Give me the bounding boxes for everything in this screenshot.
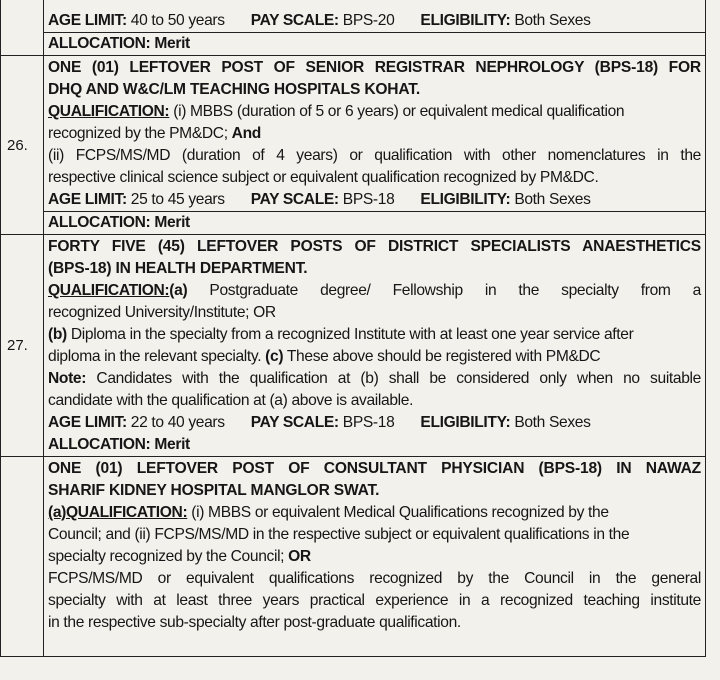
post-details-cell xyxy=(44,457,706,657)
qualification-line xyxy=(48,324,701,346)
terms-line xyxy=(48,189,701,211)
post-details-cell xyxy=(44,235,706,457)
age-limit-label: AGE LIMIT: xyxy=(48,191,127,208)
age-limit-value: 22 to 40 years xyxy=(130,414,225,431)
conjunction-text: And xyxy=(231,125,261,142)
serial-cell xyxy=(1,0,44,56)
qualification-text: These above should be registered with PM&DC xyxy=(283,348,601,365)
allocation-value: Merit xyxy=(154,436,190,453)
qualification-line: FCPS/MS/MD or equivalent qualifications recognized by the Council in the general xyxy=(48,570,701,587)
allocation-line xyxy=(48,33,701,55)
allocation-line xyxy=(48,212,701,234)
pay-scale-value: BPS-20 xyxy=(342,12,395,29)
serial-number: 27. xyxy=(7,337,28,354)
allocation-value: Merit xyxy=(154,35,190,52)
eligibility-value: Both Sexes xyxy=(514,12,591,29)
qualification-label: QUALIFICATION: xyxy=(48,103,170,120)
table-row xyxy=(1,0,706,56)
pay-scale-label: PAY SCALE: xyxy=(250,12,339,29)
qualification-line xyxy=(48,346,701,368)
post-title: FORTY FIVE (45) LEFTOVER POSTS OF DISTRICT SPECIALISTS ANAESTHETICS xyxy=(48,238,701,255)
qualification-line: (ii) FCPS/MS/MD (duration of 4 years) or qualification with other nomenclatures in the xyxy=(48,147,701,164)
qualification-label: QUALIFICATION: xyxy=(48,282,170,299)
eligibility-label: ELIGIBILITY: xyxy=(420,191,511,208)
serial-cell xyxy=(1,457,44,657)
qualification-line xyxy=(48,123,701,145)
post-title-cont: (BPS-18) IN HEALTH DEPARTMENT. xyxy=(48,260,308,277)
serial-cell xyxy=(1,235,44,457)
post-title-cont: SHARIF KIDNEY HOSPITAL MANGLOR SWAT. xyxy=(48,482,380,499)
age-limit-value: 25 to 45 years xyxy=(130,191,225,208)
table-row xyxy=(1,457,706,657)
allocation-label: ALLOCATION: xyxy=(48,35,151,52)
qualification-label: (a)QUALIFICATION: xyxy=(48,504,188,521)
post-details-cell xyxy=(44,0,706,56)
qualification-line xyxy=(48,502,701,524)
cropped-line xyxy=(48,0,701,10)
qualification-line: recognized University/Institute; OR xyxy=(48,304,276,321)
allocation-label: ALLOCATION: xyxy=(48,436,151,453)
qualification-text: Diploma in the specialty from a recognized Institute with at least one year service after xyxy=(66,326,634,343)
terms-line xyxy=(48,412,701,434)
pay-scale-value: BPS-18 xyxy=(342,191,395,208)
option-label: (c) xyxy=(265,348,284,365)
qualification-text: (i) MBBS (duration of 5 or 6 years) or equivalent medical qualification xyxy=(169,103,625,120)
qualification-line: in the respective sub-specialty after post-graduate qualification. xyxy=(48,614,461,631)
post-title: ONE (01) LEFTOVER POST OF CONSULTANT PHYSICIAN (BPS-18) IN NAWAZ xyxy=(48,460,701,477)
qualification-text: (i) MBBS or equivalent Medical Qualifications recognized by the xyxy=(187,504,609,521)
qualification-line: Council; and (ii) FCPS/MS/MD in the respective subject or equivalent qualifications in the xyxy=(48,526,630,543)
note-line: candidate with the qualification at (a) above is available. xyxy=(48,392,414,409)
qualification-text: specialty recognized by the Council; xyxy=(48,548,289,565)
post-details-cell xyxy=(44,56,706,235)
terms-line xyxy=(48,10,701,32)
age-limit-label: AGE LIMIT: xyxy=(48,12,127,29)
qualification-text: recognized by the PM&DC; xyxy=(48,125,232,142)
note-text: Candidates with the qualification at (b) shall be considered only when no suitable xyxy=(86,370,701,387)
eligibility-label: ELIGIBILITY: xyxy=(420,12,511,29)
table-row xyxy=(1,56,706,235)
eligibility-value: Both Sexes xyxy=(514,414,591,431)
allocation-value: Merit xyxy=(154,214,190,231)
pay-scale-label: PAY SCALE: xyxy=(250,191,339,208)
qualification-line xyxy=(48,101,701,123)
pay-scale-label: PAY SCALE: xyxy=(250,414,339,431)
age-limit-value: 40 to 50 years xyxy=(130,12,225,29)
age-limit-label: AGE LIMIT: xyxy=(48,414,127,431)
note-line xyxy=(48,368,701,390)
allocation-line xyxy=(48,434,701,456)
post-title-cont: DHQ AND W&C/LM TEACHING HOSPITALS KOHAT. xyxy=(48,81,421,98)
qualification-line: specialty with at least three years practical experience in a recognized teaching institute xyxy=(48,592,701,609)
post-title: ONE (01) LEFTOVER POST OF SENIOR REGISTRAR NEPHROLOGY (BPS-18) FOR xyxy=(48,59,701,76)
conjunction-text: OR xyxy=(288,548,311,565)
option-label: (a) xyxy=(169,282,188,299)
qualification-line xyxy=(48,546,701,568)
note-label: Note: xyxy=(48,370,87,387)
table-row xyxy=(1,235,706,457)
serial-number: 26. xyxy=(7,136,28,154)
eligibility-label: ELIGIBILITY: xyxy=(420,414,511,431)
allocation-label: ALLOCATION: xyxy=(48,214,151,231)
pay-scale-value: BPS-18 xyxy=(342,414,395,431)
qualification-line xyxy=(48,280,701,302)
qualification-line: respective clinical science subject or equivalent qualification recognized by PM&DC. xyxy=(48,169,599,186)
eligibility-value: Both Sexes xyxy=(514,191,591,208)
option-label: (b) xyxy=(48,326,67,343)
qualification-text: Postgraduate degree/ Fellowship in the specialty from a xyxy=(187,282,701,299)
serial-cell xyxy=(1,56,44,235)
qualification-text: diploma in the relevant specialty. xyxy=(48,348,266,365)
